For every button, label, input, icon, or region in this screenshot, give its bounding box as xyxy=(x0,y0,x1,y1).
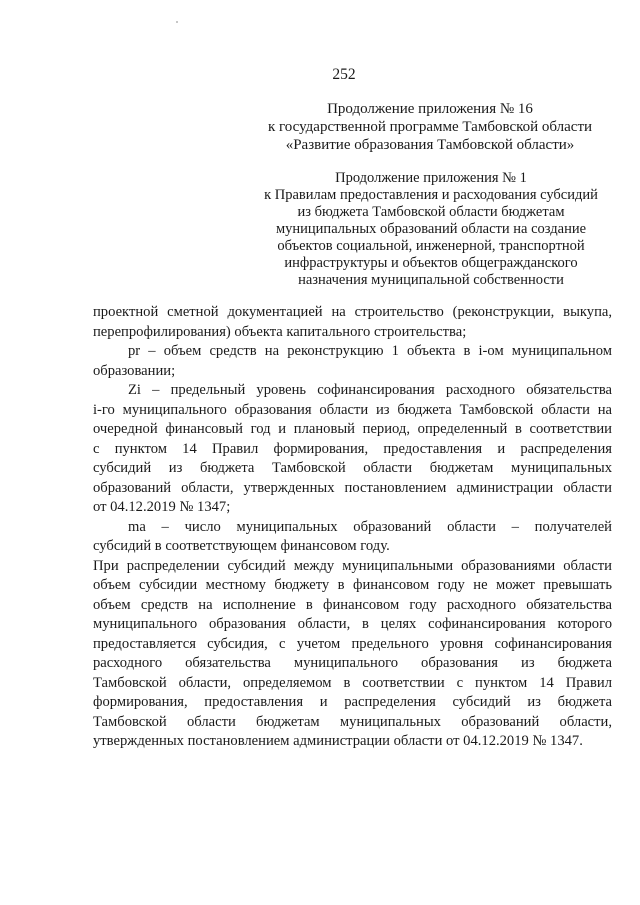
appendix-header-line: назначения муниципальной собственности xyxy=(298,272,564,288)
body-line: субсидий из бюджета Тамбовской области бюджетам муниципальных xyxy=(93,460,612,476)
appendix-16-header xyxy=(230,100,630,154)
appendix-header-line: объектов социальной, инженерной, транспортной xyxy=(277,238,585,254)
body-line: Тамбовской области бюджетам муниципальных образований области, xyxy=(93,713,612,730)
page-number: 252 xyxy=(332,66,356,83)
body-line: При распределении субсидий между муниципальными образованиями области xyxy=(93,557,612,574)
appendix-header-line: инфраструктуры и объектов общегражданского xyxy=(284,255,578,271)
appendix-header-line: Продолжение приложения № 1 xyxy=(335,170,527,186)
appendix-header-line: Продолжение приложения № 16 xyxy=(327,101,533,117)
body-line: pr – объем средств на реконструкцию 1 объекта в i-ом муниципальном xyxy=(128,343,612,359)
body-line: от 04.12.2019 № 1347; xyxy=(93,499,231,515)
body-line: перепрофилирования) объекта капитального строительства; xyxy=(93,323,467,340)
body-line: с пунктом 14 Правил формирования, предоставления и распределения xyxy=(93,440,612,457)
body-line: объем субсидии местному бюджету в финансовом году не может превышать xyxy=(93,577,612,593)
body-line: расходного обязательства муниципального образования из бюджета xyxy=(93,655,612,671)
body-line: образований области, утвержденных постановлением администрации области xyxy=(93,479,612,496)
appendix-header-line: к Правилам предоставления и расходования субсидий xyxy=(264,187,598,203)
body-text xyxy=(93,303,612,752)
body-line: предоставляется субсидия, с учетом предельного уровня софинансирования xyxy=(93,635,612,652)
body-line: Zi – предельный уровень софинансирования расходного обязательства xyxy=(128,382,612,398)
body-line: формирования, предоставления и распределения субсидий из бюджета xyxy=(93,694,612,710)
body-line: Тамбовской области, определяемом в соответствии с пунктом 14 Правил xyxy=(93,674,612,691)
body-line: образовании; xyxy=(93,362,176,379)
body-line: субсидий в соответствующем финансовом году. xyxy=(93,538,390,554)
body-line: очередной финансовый год и плановый период, определенный в соответствии xyxy=(93,421,612,437)
body-line: i-го муниципального образования области из бюджета Тамбовской области на xyxy=(93,401,612,418)
body-line: утвержденных постановлением администрации области от 04.12.2019 № 1347. xyxy=(93,733,583,749)
appendix-header-line: муниципальных образований области на создание xyxy=(275,221,587,237)
body-line: объем средств на исполнение в финансовом году расходного обязательства xyxy=(93,596,612,613)
scan-speck xyxy=(176,21,178,23)
body-line: проектной сметной документацией на строительство (реконструкции, выкупа, xyxy=(93,304,612,320)
appendix-1-header xyxy=(243,170,619,289)
appendix-header-line: из бюджета Тамбовской области бюджетам xyxy=(297,204,565,220)
appendix-header-line: к государственной программе Тамбовской области xyxy=(267,119,593,135)
appendix-header-line: «Развитие образования Тамбовской области» xyxy=(285,137,575,153)
body-line: муниципального образования области, в целях софинансирования которого xyxy=(93,616,612,632)
body-line: ma – число муниципальных образований области – получателей xyxy=(128,518,612,535)
